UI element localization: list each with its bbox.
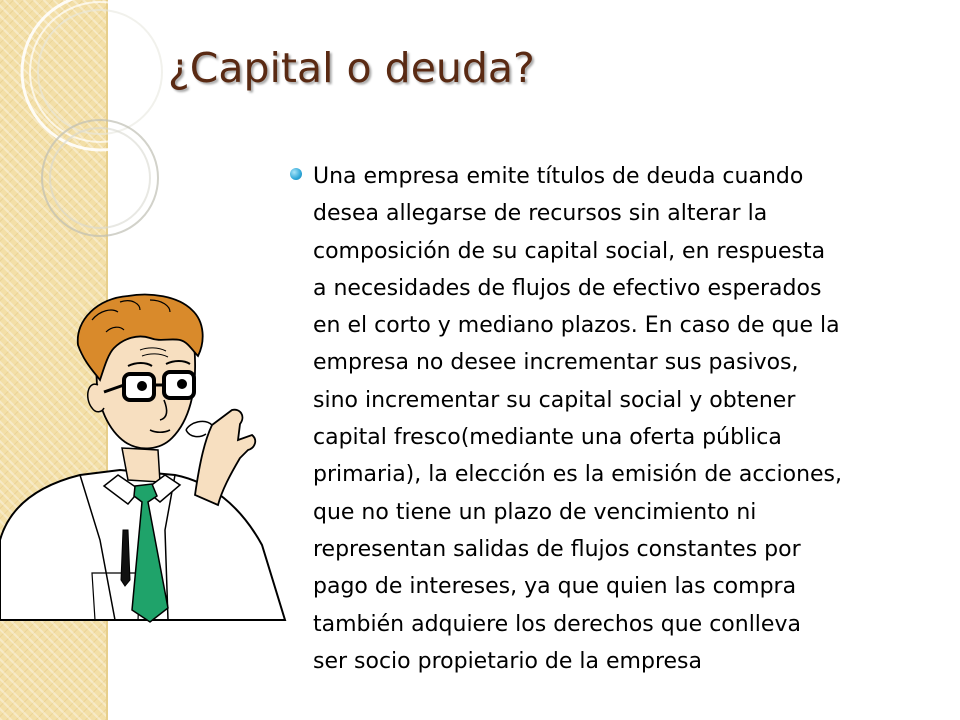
body-line: en el corto y mediano plazos. En caso de que la	[313, 313, 840, 339]
bullet-dot-icon	[290, 168, 302, 180]
decorative-circles	[0, 0, 200, 260]
body-line: pago de intereses, ya que quien las compra	[313, 574, 797, 600]
body-line: Una empresa emite títulos de deuda cuando	[313, 164, 804, 189]
body-line: empresa no desee incrementar sus pasivos,	[313, 350, 799, 376]
body-line: que no tiene un plazo de vencimiento ni	[313, 499, 757, 525]
body-line: a necesidades de flujos de efectivo esperados	[313, 275, 822, 301]
body-line: también adquiere los derechos que conlleva	[313, 611, 801, 637]
slide-title: ¿Capital o deuda?	[168, 44, 535, 92]
body-line: capital fresco(mediante una oferta pública	[313, 425, 782, 451]
body-line: ser socio propietario de la empresa	[313, 648, 702, 674]
thinking-man-illustration	[0, 290, 290, 630]
body-line: primaria), la elección es la emisión de acciones,	[313, 462, 843, 488]
body-line: desea allegarse de recursos sin alterar la	[313, 201, 768, 227]
body-paragraph	[313, 158, 933, 680]
body-line: composición de su capital social, en respuesta	[313, 238, 826, 264]
body-line: representan salidas de flujos constantes por	[313, 536, 801, 562]
body-line: sino incrementar su capital social y obtener	[313, 387, 796, 413]
